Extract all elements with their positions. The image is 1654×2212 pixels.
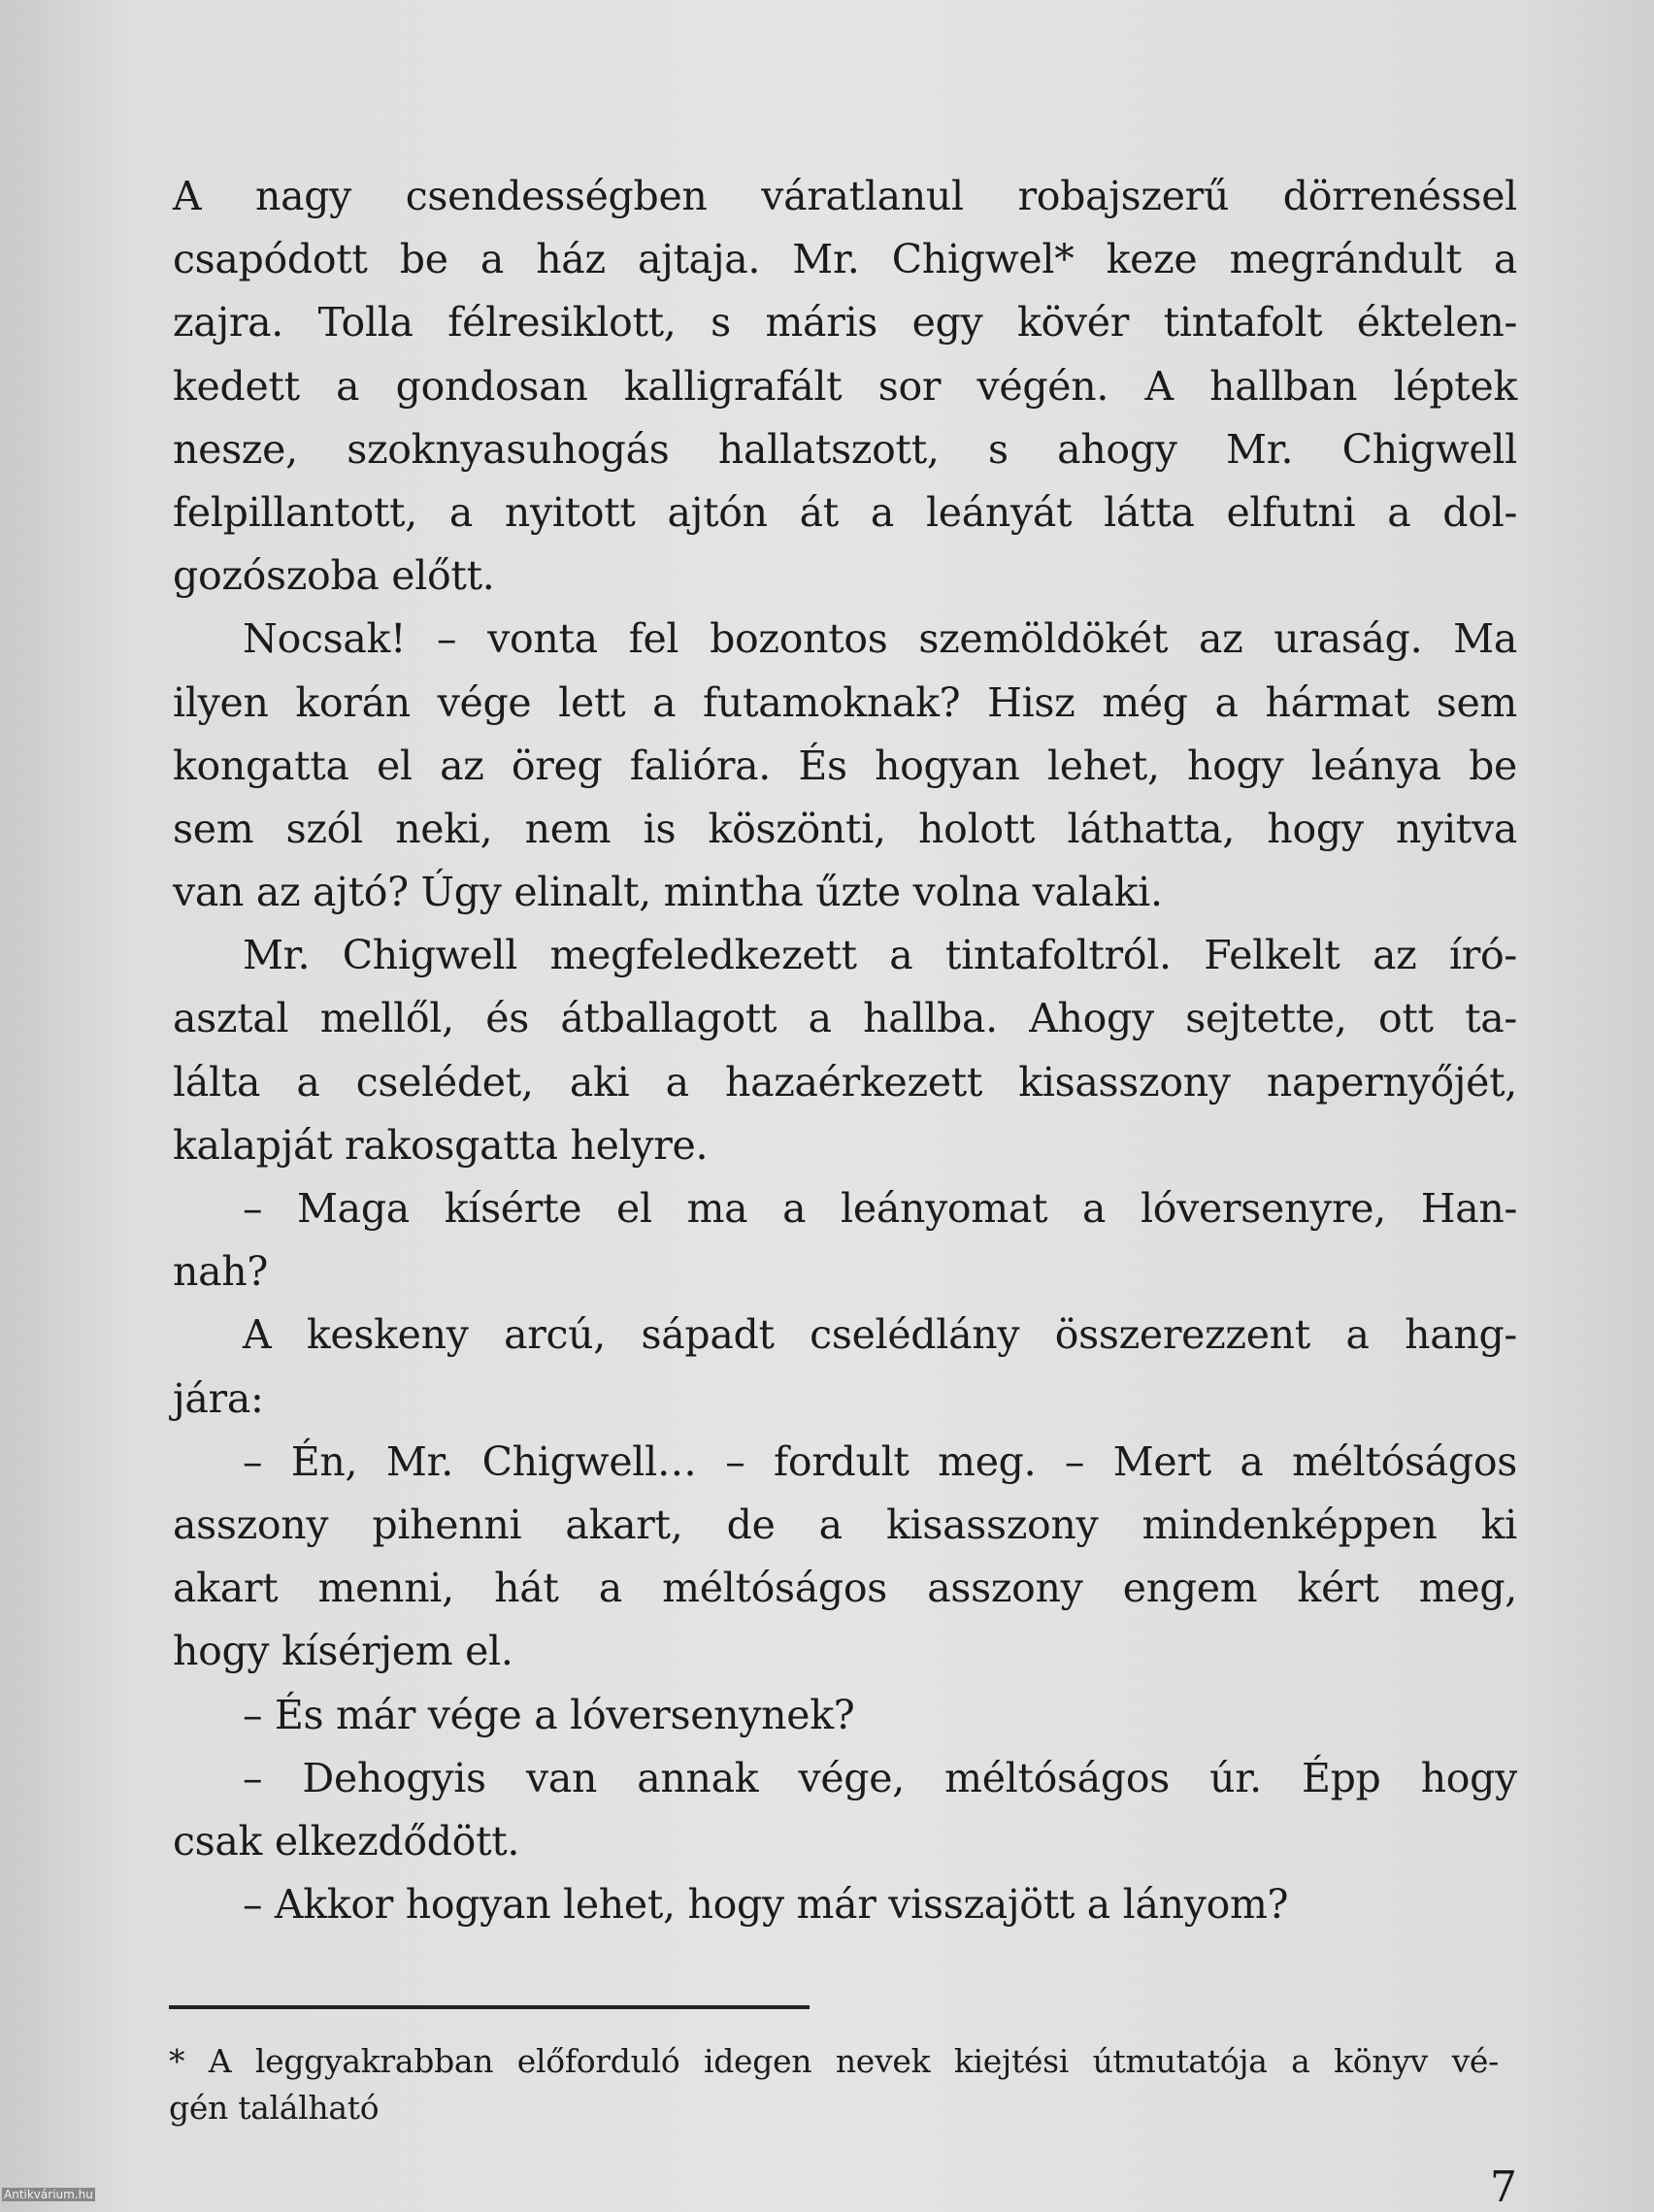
text-line: hogy kísérjem el.: [173, 1628, 513, 1675]
text-line: A keskeny arcú, sápadt cselédlány összerezzent a hang-: [243, 1311, 1517, 1359]
footnote: [169, 2038, 1499, 2131]
text-line: asszony pihenni akart, de a kisasszony mindenképpen ki: [173, 1501, 1517, 1548]
footnote-line-2: gén található: [169, 2089, 380, 2127]
text-line: felpillantott, a nyitott ajtón át a leányát látta elfutni a dol-: [173, 488, 1517, 536]
text-line: jára:: [173, 1374, 264, 1422]
text-line: asztal mellől, és átballagott a hallba. Ahogy sejtette, ott ta-: [173, 995, 1517, 1042]
text-line: ilyen korán vége lett a futamoknak? Hisz még a hármat sem: [173, 678, 1517, 726]
text-line: – Akkor hogyan lehet, hogy már visszajött a lányom?: [243, 1881, 1289, 1929]
footnote-divider: [169, 2005, 810, 2009]
text-line: lálta a cselédet, aki a hazaérkezett kisasszony napernyőjét,: [173, 1058, 1517, 1106]
text-line: akart menni, hát a méltóságos asszony engem kért meg,: [173, 1565, 1517, 1612]
text-line: sem szól neki, nem is köszönti, holott láthatta, hogy nyitva: [173, 805, 1517, 852]
watermark: Antikvárium.hu: [4, 2188, 93, 2201]
text-line: van az ajtó? Úgy elinalt, mintha űzte volna valaki.: [173, 869, 1163, 916]
text-line: csak elkezdődött.: [173, 1817, 520, 1865]
text-line: gozószoba előtt.: [173, 552, 495, 600]
text-line: csapódott be a ház ajtaja. Mr. Chigwel* keze megrándult a: [173, 236, 1517, 283]
text-line: – Én, Mr. Chigwell… – fordult meg. – Mert a méltóságos: [243, 1437, 1517, 1485]
footnote-line-1: * A leggyakrabban előforduló idegen nevek kiejtési útmutatója a könyv vé-: [169, 2042, 1499, 2080]
body-text: [173, 165, 1517, 1936]
text-line: zajra. Tolla félresiklott, s máris egy kövér tintafolt éktelen-: [173, 299, 1517, 347]
text-line: Nocsak! – vonta fel bozontos szemöldökét az uraság. Ma: [243, 615, 1517, 663]
text-line: A nagy csendességben váratlanul robajszerű dörrenéssel: [173, 173, 1517, 219]
text-line: – Dehogyis van annak vége, méltóságos úr. Épp hogy: [243, 1754, 1517, 1801]
text-line: kedett a gondosan kalligrafált sor végén. A hallban léptek: [173, 362, 1517, 410]
page-number: 7: [1490, 2162, 1517, 2212]
text-line: kongatta el az öreg falióra. És hogyan lehet, hogy leánya be: [173, 742, 1517, 789]
text-line: Mr. Chigwell megfeledkezett a tintafoltról. Felkelt az író-: [243, 932, 1517, 979]
text-line: nesze, szoknyasuhogás hallatszott, s ahogy Mr. Chigwell: [173, 425, 1517, 473]
text-line: – Maga kísérte el ma a leányomat a lóversenyre, Han-: [243, 1185, 1517, 1232]
text-line: nah?: [173, 1248, 269, 1296]
text-line: kalapját rakosgatta helyre.: [173, 1121, 709, 1169]
text-line: – És már vége a lóversenynek?: [243, 1691, 855, 1738]
